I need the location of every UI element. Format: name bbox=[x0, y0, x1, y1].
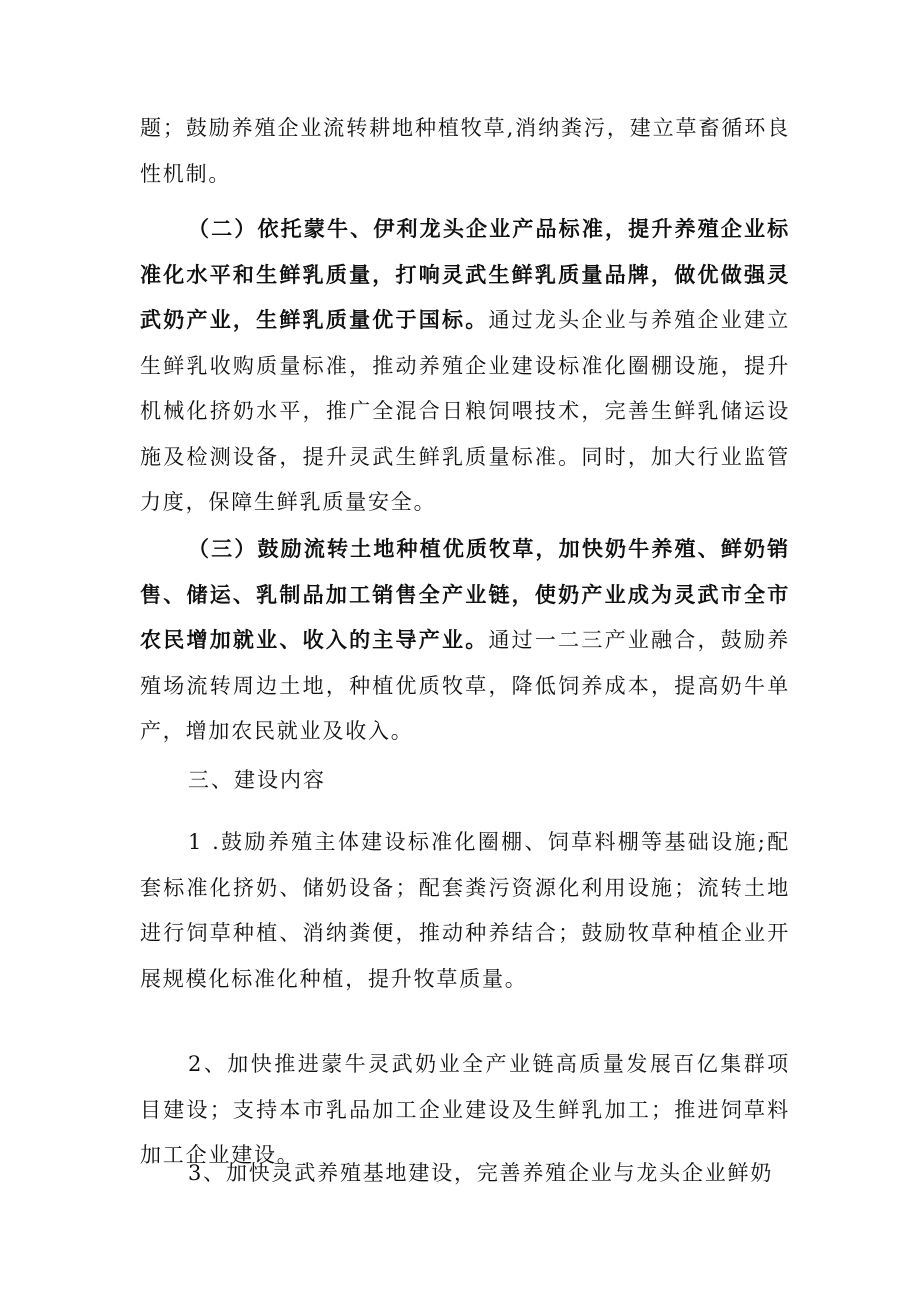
list-item-1: 1 .鼓励养殖主体建设标准化圈棚、饲草料棚等基础设施;配套标准化挤奶、储奶设备；配套粪污资源化利用设施；流转土地进行饲草种植、消纳粪便，推动种养结合；鼓励牧草种植企业开展规模化标准化种植，提升牧草质量。 bbox=[140, 830, 790, 991]
paragraph-continuation bbox=[140, 106, 790, 197]
section-heading: 三、建设内容 bbox=[188, 768, 326, 792]
list-item-3: 3、加快灵武养殖基地建设，完善养殖企业与龙头企业鲜奶 bbox=[188, 1161, 774, 1185]
paragraph-bold-lead: （三）鼓励流转土地种植优质牧草，加快奶牛养殖、鲜奶销售、储运、乳制品加工销售全产业链，使奶产业成为灵武市全市农民增加就业、收入的主导产业。 bbox=[140, 537, 790, 652]
paragraph-text: 通过一二三产业融合，鼓励养殖场流转周边土地，种植优质牧草，降低饲养成本，提高奶牛单产，增加农民就业及收入。 bbox=[140, 628, 791, 743]
paragraph-bold-lead: （二）依托蒙牛、伊利龙头企业产品标准，提升养殖企业标准化水平和生鲜乳质量，打响灵武生鲜乳质量品牌，做优做强灵武奶产业，生鲜乳质量优于国标。 bbox=[140, 217, 790, 332]
list-item-2: 2、加快推进蒙牛灵武奶业全产业链高质量发展百亿集群项目建设；支持本市乳品加工企业建设及生鲜乳加工；推进饲草料加工企业建设。 bbox=[140, 1052, 790, 1167]
paragraph-section-2 bbox=[140, 207, 790, 526]
paragraph-section-3 bbox=[140, 527, 790, 755]
paragraph-text: 题；鼓励养殖企业流转耕地种植牧草,消纳粪污，建立草畜循环良性机制。 bbox=[140, 116, 790, 186]
paragraph-text: 通过龙头企业与养殖企业建立生鲜乳收购质量标准，推动养殖企业建设标准化圈棚设施，提升机械化挤奶水平，推广全混合日粮饲喂技术，完善生鲜乳储运设施及检测设备，提升灵武生鲜乳质量标准。同时，加大行业监管力度，保障生鲜乳质量安全。 bbox=[140, 308, 791, 514]
